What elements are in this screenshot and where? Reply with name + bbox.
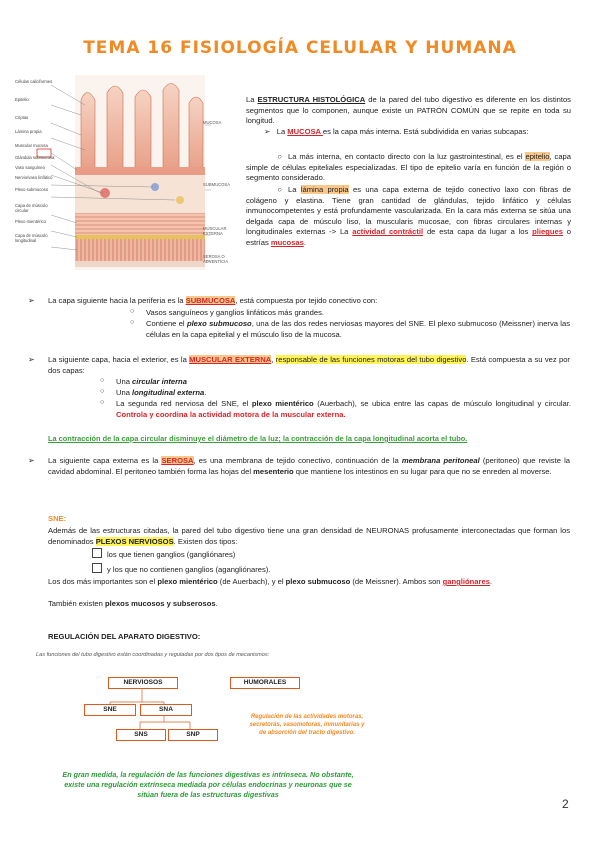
term-longitudinal-externa: longitudinal externa — [132, 388, 205, 397]
page-number: 2 — [562, 797, 569, 811]
fig-layer-label: MUSCULAR EXTERNA — [203, 226, 227, 236]
text: (de Meissner). Ambos son — [350, 577, 443, 586]
fig-label: Plexo submucoso — [15, 187, 49, 192]
circle-bullet-icon: ○ — [100, 399, 105, 406]
term-ganglionares: gangliónares — [442, 577, 490, 586]
fig-label: Lámina propia — [15, 129, 42, 134]
regulation-bottom-note: En gran medida, la regulación de las funciones digestivas es intrínseca. No obstante, existe una regulación extrínseca mediada por células endocrinas y neuronas que se sitúan fuera de las estructuras digestivas — [62, 770, 354, 799]
sne-heading: SNE: — [48, 514, 67, 523]
text: (Auerbach), se ubica entre las capas de músculo longitudinal y circular. — [313, 399, 571, 408]
text: o estrías — [246, 227, 571, 247]
circle-bullet-icon: ○ — [277, 152, 282, 161]
text: (de Auerbach), y el — [217, 577, 286, 586]
text: Los dos más importantes son el — [48, 577, 158, 586]
fig-label: Vaso sanguíneo — [15, 165, 45, 170]
term-submucosa: SUBMUCOSA — [185, 296, 236, 305]
highlight-funciones-motoras: responsable de las funciones motoras del tubo digestivo — [275, 355, 467, 364]
checkbox-label: y los que no contienen ganglios (agangliónares). — [107, 565, 271, 574]
text: . — [215, 599, 218, 608]
red-note-controla: Controla y coordina la actividad motora de la muscular externa. — [116, 409, 346, 419]
text: es la capa más interna. Está subdividida en varias subcapas: — [322, 127, 529, 136]
circle-bullet-icon: ○ — [130, 319, 135, 326]
term-muscular-externa: MUSCULAR EXTERNA — [189, 355, 272, 364]
text: Además de las estructuras citadas, la pared del tubo digestivo tiene una gran densidad de NEURONAS profusamente interconectadas que forman los denominados — [48, 526, 570, 546]
text: La — [288, 185, 301, 194]
text: La siguiente capa externa es la — [48, 456, 162, 465]
term-actividad-contractil: actividad contráctil — [352, 227, 424, 237]
regulation-heading: REGULACIÓN DEL APARATO DIGESTIVO: — [48, 632, 201, 641]
box-snp: SNP — [168, 729, 218, 741]
term-plexo-submucoso: plexo submucoso — [285, 577, 351, 586]
box-sns: SNS — [116, 729, 166, 741]
fig-label: Glándula submucosa — [15, 155, 55, 160]
fig-layer-label: SUBMUCOSA — [203, 182, 230, 187]
arrow-bullet-icon: ➢ — [264, 127, 271, 136]
submucosa-item: Vasos sanguíneos y ganglios linfáticos más grandes. — [146, 308, 324, 317]
term-plexo-mienterico: plexo mientérico — [251, 399, 314, 408]
green-note: La contracción de la capa circular disminuye el diámetro de la luz; la contracción de la capa longitudinal acorta el tubo. — [48, 434, 468, 443]
circle-bullet-icon: ○ — [100, 377, 105, 384]
text: La segunda red nerviosa del SNE, el — [116, 399, 252, 408]
fig-label: Muscular mucosa — [15, 143, 48, 148]
fig-label: Capa de músculo longitudinal — [15, 233, 48, 243]
fig-layer-label: MUCOSA — [203, 120, 222, 125]
term-epitelio: epitelio — [525, 152, 550, 161]
text: . — [204, 388, 207, 397]
box-humorales: HUMORALES — [230, 677, 300, 689]
text: de la pared del tubo digestivo es diferente en los distintos segmentos que lo componen, aunque existe un PATRÓN COMÚN que se repite en toda su longitud. — [246, 95, 571, 126]
term-membrana-peritoneal: membrana peritoneal — [401, 456, 480, 465]
text: , una de las dos redes nerviosas mayores del SNE. El plexo submucoso (Meissner) inerva las células en la capa epitelial y el músculo liso de la mucosa. — [146, 319, 570, 339]
circle-bullet-icon: ○ — [277, 185, 282, 194]
fig-label: Nervio/vaso linfático — [15, 175, 53, 180]
checkbox-label: los que tienen ganglios (gangliónares) — [107, 550, 236, 559]
arrow-bullet-icon: ➢ — [28, 456, 35, 465]
fig-label: Criptas — [15, 115, 29, 120]
text: Una — [116, 388, 133, 397]
term-plexos-mucosos: plexos mucosos y subserosos — [104, 599, 216, 608]
arrow-bullet-icon: ➢ — [28, 355, 35, 364]
text: Contiene el — [146, 319, 187, 328]
text: . Existen dos tipos: — [173, 536, 238, 546]
term-mucosa: MUCOSA — [287, 127, 323, 136]
term-pliegues: pliegues — [532, 227, 563, 237]
text: que mantiene los intestinos en su lugar para que no se enreden al moverse. — [293, 466, 552, 476]
circle-bullet-icon: ○ — [130, 308, 135, 315]
text: de esta capa da lugar a los — [423, 227, 533, 237]
fig-label: Plexo mientérico — [15, 219, 46, 224]
text: Una — [116, 377, 133, 386]
text: , capa simple de células epiteliales especializadas. El tipo de epitelio varía en función de la región o segmento considerado. — [246, 152, 571, 183]
term-serosa: SEROSA — [161, 456, 194, 465]
box-sne: SNE — [84, 704, 136, 716]
box-nerviosos: NERVIOSOS — [108, 677, 178, 689]
text: . — [303, 237, 306, 247]
term-plexos-nerviosos: PLEXOS NERVIOSOS — [95, 536, 174, 546]
text: , — [271, 355, 276, 364]
term-mesenterio: mesenterio — [253, 466, 294, 476]
text: La — [276, 127, 288, 136]
text: La más interna, en contacto directo con la luz gastrointestinal, es el — [288, 152, 526, 161]
term-plexo-submucoso: plexo submucoso — [186, 319, 252, 328]
text: La capa siguiente hacia la periferia es la — [48, 296, 186, 305]
text: , está compuesta por tejido conectivo con: — [235, 296, 378, 305]
text: La siguiente capa, hacia el exterior, es la — [48, 355, 190, 364]
regulation-subtitle: Las funciones del tubo digestivo están coordinadas y reguladas por dos tipos de mecanismos: — [36, 652, 270, 658]
text: es una capa externa de tejido conectivo laxo con fibras de colágeno y elastina. Tiene gran cantidad de glándulas, tejido linfático y células inmunocompetentes y está profundamente vascularizada. En la cara más externa se sitúa una delgada capa de músculo liso, la muscularis mucosae, con fibras circulares internas y longitudinales externas -> La — [246, 185, 571, 237]
fig-label: Células caliciformes — [15, 79, 53, 84]
page-title: TEMA 16 FISIOLOGÍA CELULAR Y HUMANA — [83, 38, 517, 58]
text: (peritoneo) que reviste la cavidad abdominal. El peritoneo también forma las hojas del — [48, 456, 570, 476]
fig-label: Epitelio — [15, 97, 29, 102]
text: . Está compuesta a su vez por dos capas: — [48, 355, 570, 375]
fig-layer-label: SEROSA O ADVENTICIA — [203, 254, 229, 264]
text: . — [489, 577, 493, 586]
term-plexo-mienterico: plexo mientérico — [157, 577, 218, 586]
circle-bullet-icon: ○ — [100, 388, 105, 395]
text: , es una membrana de tejido conectivo, continuación de la — [193, 456, 402, 465]
term-mucosas: mucosas — [270, 237, 304, 247]
fig-label: Capa de músculo circular — [15, 203, 48, 213]
regulation-side-note: Regulación de las actividades motoras, secretoras, vasomotoras, inmunitarias y de absorción del tracto digestivo. — [249, 714, 365, 736]
box-sna: SNA — [140, 704, 192, 716]
term-estructura-histologica: ESTRUCTURA HISTOLÓGICA — [257, 95, 366, 104]
text: También existen — [48, 599, 105, 608]
text: La — [246, 95, 258, 104]
term-lamina-propia: lámina propia — [300, 185, 349, 194]
arrow-bullet-icon: ➢ — [28, 296, 35, 305]
term-circular-interna: circular interna — [132, 377, 187, 386]
